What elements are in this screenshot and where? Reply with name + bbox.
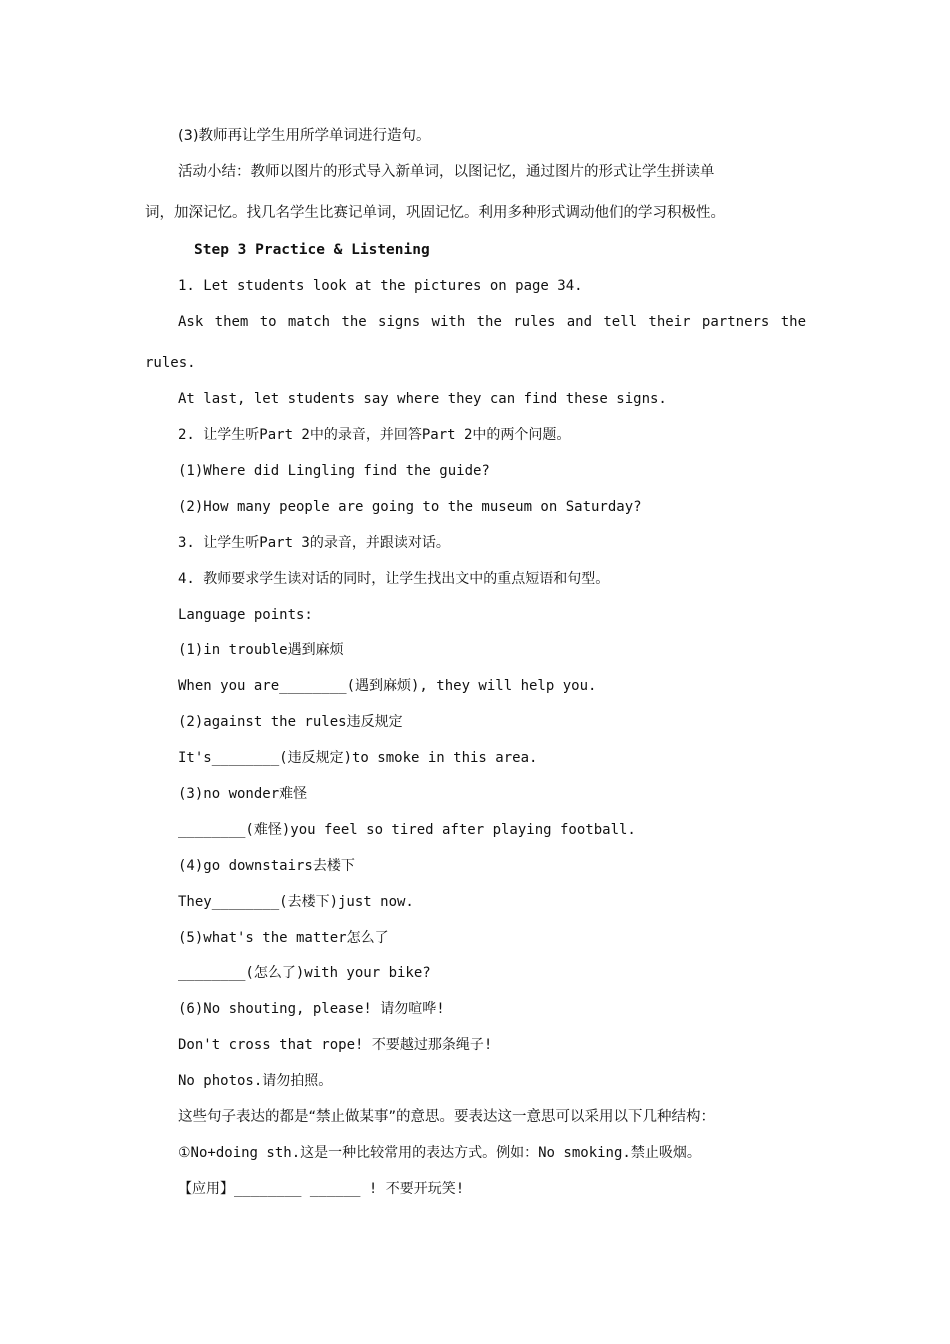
structure-1: ①No+doing sth.这是一种比较常用的表达方式。例如：No smoking.禁止吸烟。 bbox=[178, 1145, 701, 1161]
listening-item-3: 3. 让学生听Part 3的录音，并跟读对话。 bbox=[178, 535, 450, 551]
practice-instruction-line-3: At last, let students say where they can find these signs. bbox=[178, 391, 667, 407]
reading-item-4: 4. 教师要求学生读对话的同时，让学生找出文中的重点短语和句型。 bbox=[178, 571, 610, 587]
practice-instruction-line-2: rules. bbox=[145, 355, 196, 371]
point-6-sentence-3: No photos.请勿拍照。 bbox=[178, 1073, 333, 1089]
application-exercise: 【应用】________ ______ ! 不要开玩笑! bbox=[178, 1181, 465, 1197]
point-2-phrase: (2)against the rules违反规定 bbox=[178, 714, 403, 730]
point-3-exercise: ________(难怪)you feel so tired after playing football. bbox=[178, 822, 636, 838]
language-points-heading: Language points: bbox=[178, 607, 313, 623]
question-2: (2)How many people are going to the museum on Saturday? bbox=[178, 499, 642, 515]
point-1-phrase: (1)in trouble遇到麻烦 bbox=[178, 642, 344, 658]
point-3-phrase: (3)no wonder难怪 bbox=[178, 786, 308, 802]
step-3-heading: Step 3 Practice & Listening bbox=[194, 242, 430, 258]
practice-item-1: 1. Let students look at the pictures on page 34. bbox=[178, 278, 583, 294]
point-6-sentence-1: (6)No shouting, please! 请勿喧哗! bbox=[178, 1001, 445, 1017]
point-6-sentence-2: Don't cross that rope! 不要越过那条绳子! bbox=[178, 1037, 493, 1053]
point-4-exercise: They________(去楼下)just now. bbox=[178, 894, 414, 910]
activity-step-3-line: (3)教师再让学生用所学单词进行造句。 bbox=[178, 128, 431, 144]
point-5-exercise: ________(怎么了)with your bike? bbox=[178, 965, 431, 981]
activity-summary-line-2: 词，加深记忆。找几名学生比赛记单词，巩固记忆。利用多种形式调动他们的学习积极性。 bbox=[145, 205, 725, 221]
practice-instruction-line-1: Ask them to match the signs with the rules and tell their partners the bbox=[178, 314, 806, 330]
activity-summary-line-1: 活动小结：教师以图片的形式导入新单词，以图记忆，通过图片的形式让学生拼读单 bbox=[178, 164, 715, 180]
point-1-exercise: When you are________(遇到麻烦), they will help you. bbox=[178, 678, 597, 694]
question-1: (1)Where did Lingling find the guide? bbox=[178, 463, 490, 479]
point-4-phrase: (4)go downstairs去楼下 bbox=[178, 858, 355, 874]
point-5-phrase: (5)what's the matter怎么了 bbox=[178, 930, 389, 946]
listening-item-2: 2. 让学生听Part 2中的录音，并回答Part 2中的两个问题。 bbox=[178, 427, 571, 443]
point-2-exercise: It's________(违反规定)to smoke in this area. bbox=[178, 750, 538, 766]
structure-explanation: 这些句子表达的都是“禁止做某事”的意思。要表达这一意思可以采用以下几种结构： bbox=[178, 1109, 716, 1125]
